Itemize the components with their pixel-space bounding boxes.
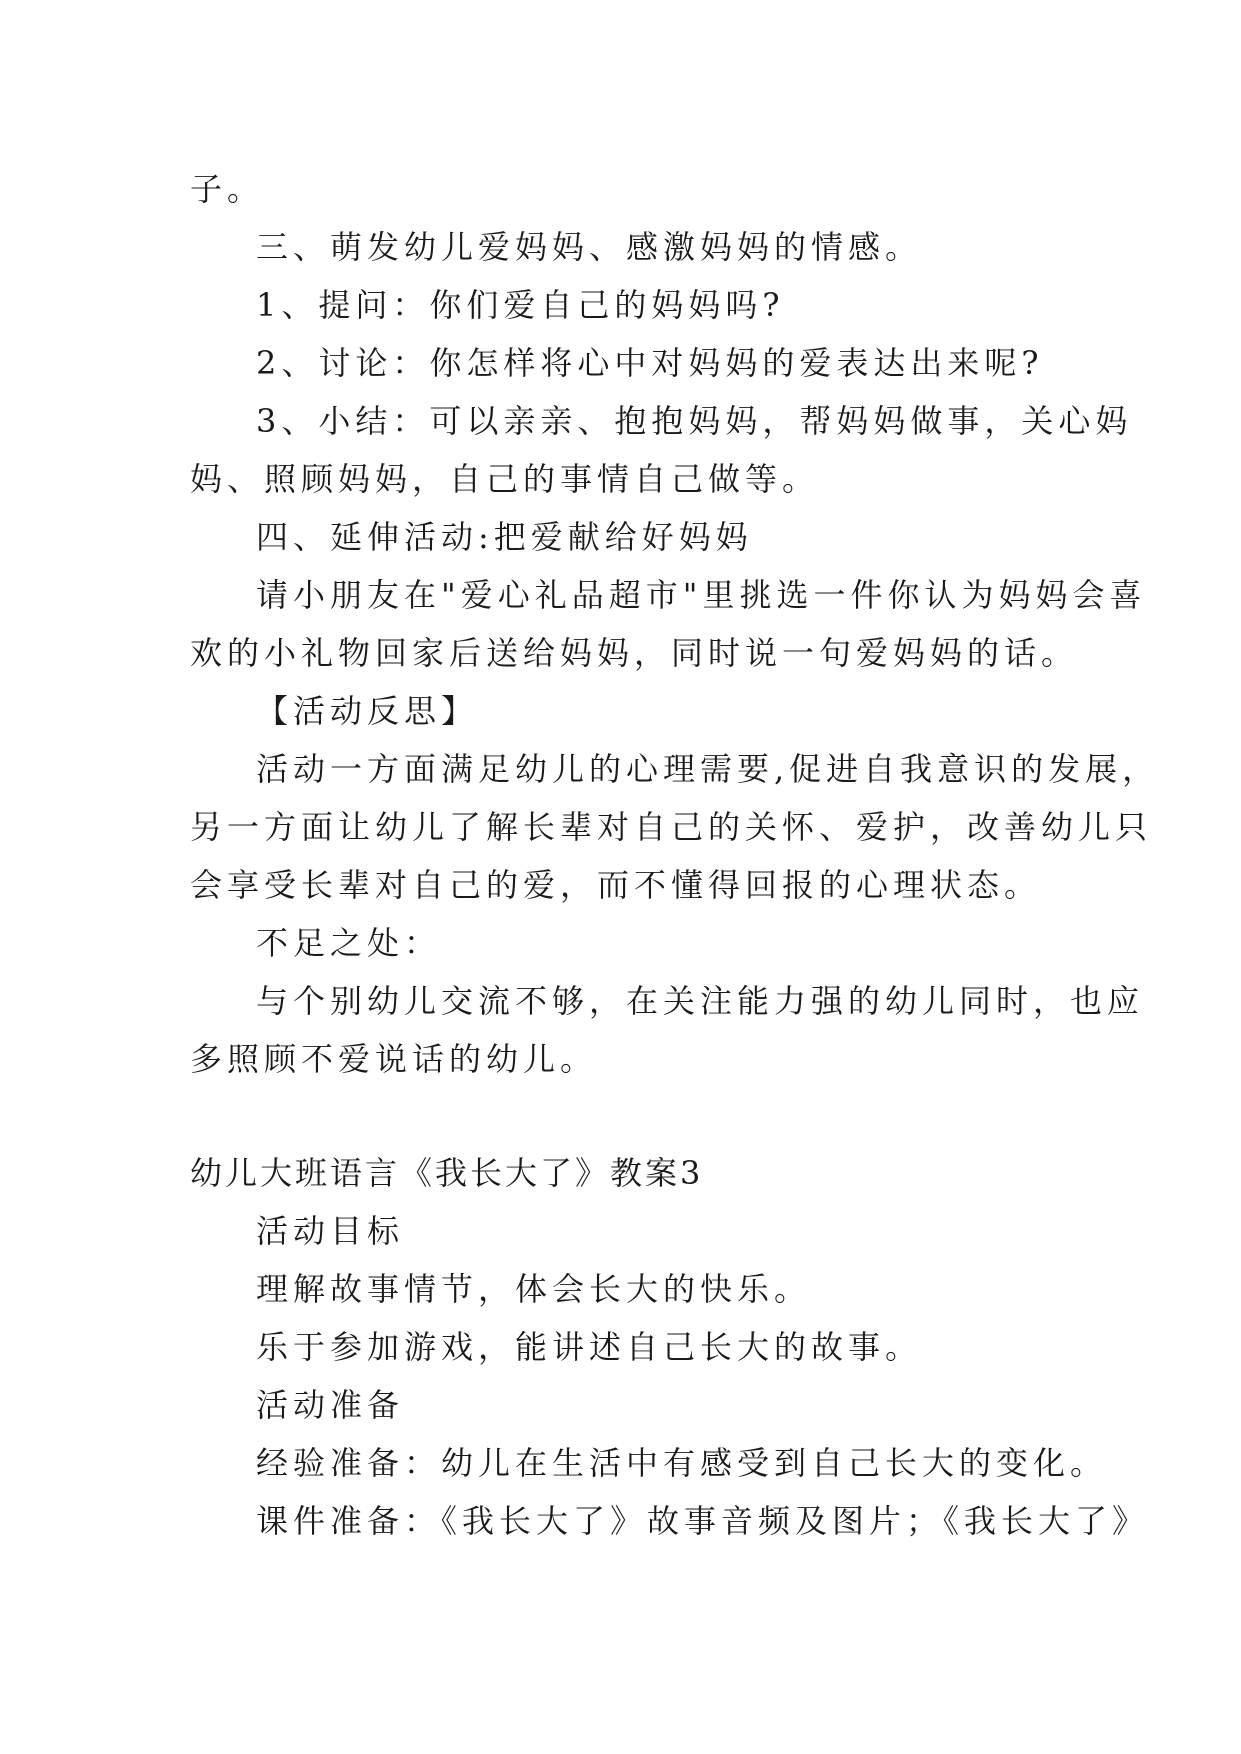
activity-preparation-heading: 活动准备 [256,1386,405,1424]
extension-paragraph-continued: 欢的小礼物回家后送给妈妈，同时说一句爱妈妈的话。 [190,634,1079,672]
section-spacer [190,1088,1070,1144]
paragraph-line-continuation: 子。 [190,170,265,208]
step-question: 1、提问：你们爱自己的妈妈吗? [256,286,785,324]
preparation-item: 经验准备：幼儿在生活中有感受到自己长大的变化。 [256,1444,1108,1482]
activity-goals-heading: 活动目标 [256,1212,405,1250]
goal-item: 理解故事情节，体会长大的快乐。 [256,1270,812,1308]
step-summary-continued: 妈、照顾妈妈，自己的事情自己做等。 [190,460,820,498]
reflection-heading: 【活动反思】 [256,692,479,730]
step-discussion: 2、讨论：你怎样将心中对妈妈的爱表达出来呢? [256,344,1044,382]
heading-step-three: 三、萌发幼儿爱妈妈、感激妈妈的情感。 [256,228,923,266]
goal-item: 乐于参加游戏，能讲述自己长大的故事。 [256,1328,923,1366]
reflection-paragraph-line-2: 另一方面让幼儿了解长辈对自己的关怀、爱护，改善幼儿只 [190,808,1153,846]
extension-paragraph: 请小朋友在"爱心礼品超市"里挑选一件你认为妈妈会喜 [256,576,1147,614]
shortcomings-paragraph: 与个别幼儿交流不够，在关注能力强的幼儿同时，也应 [256,982,1145,1020]
heading-step-four: 四、延伸活动:把爱献给好妈妈 [256,518,753,556]
shortcomings-paragraph-continued: 多照顾不爱说话的幼儿。 [190,1040,598,1078]
preparation-item: 课件准备：《我长大了》故事音频及图片；《我长大了》 [256,1502,1150,1540]
reflection-paragraph-line-3: 会享受长辈对自己的爱，而不懂得回报的心理状态。 [190,866,1042,904]
lesson-plan-title: 幼儿大班语言《我长大了》教案3 [190,1154,704,1192]
reflection-paragraph: 活动一方面满足幼儿的心理需要,促进自我意识的发展， [256,750,1160,788]
step-summary: 3、小结：可以亲亲、抱抱妈妈，帮妈妈做事，关心妈 [256,402,1133,440]
shortcomings-heading: 不足之处： [256,924,442,962]
document-page [190,160,1160,1550]
